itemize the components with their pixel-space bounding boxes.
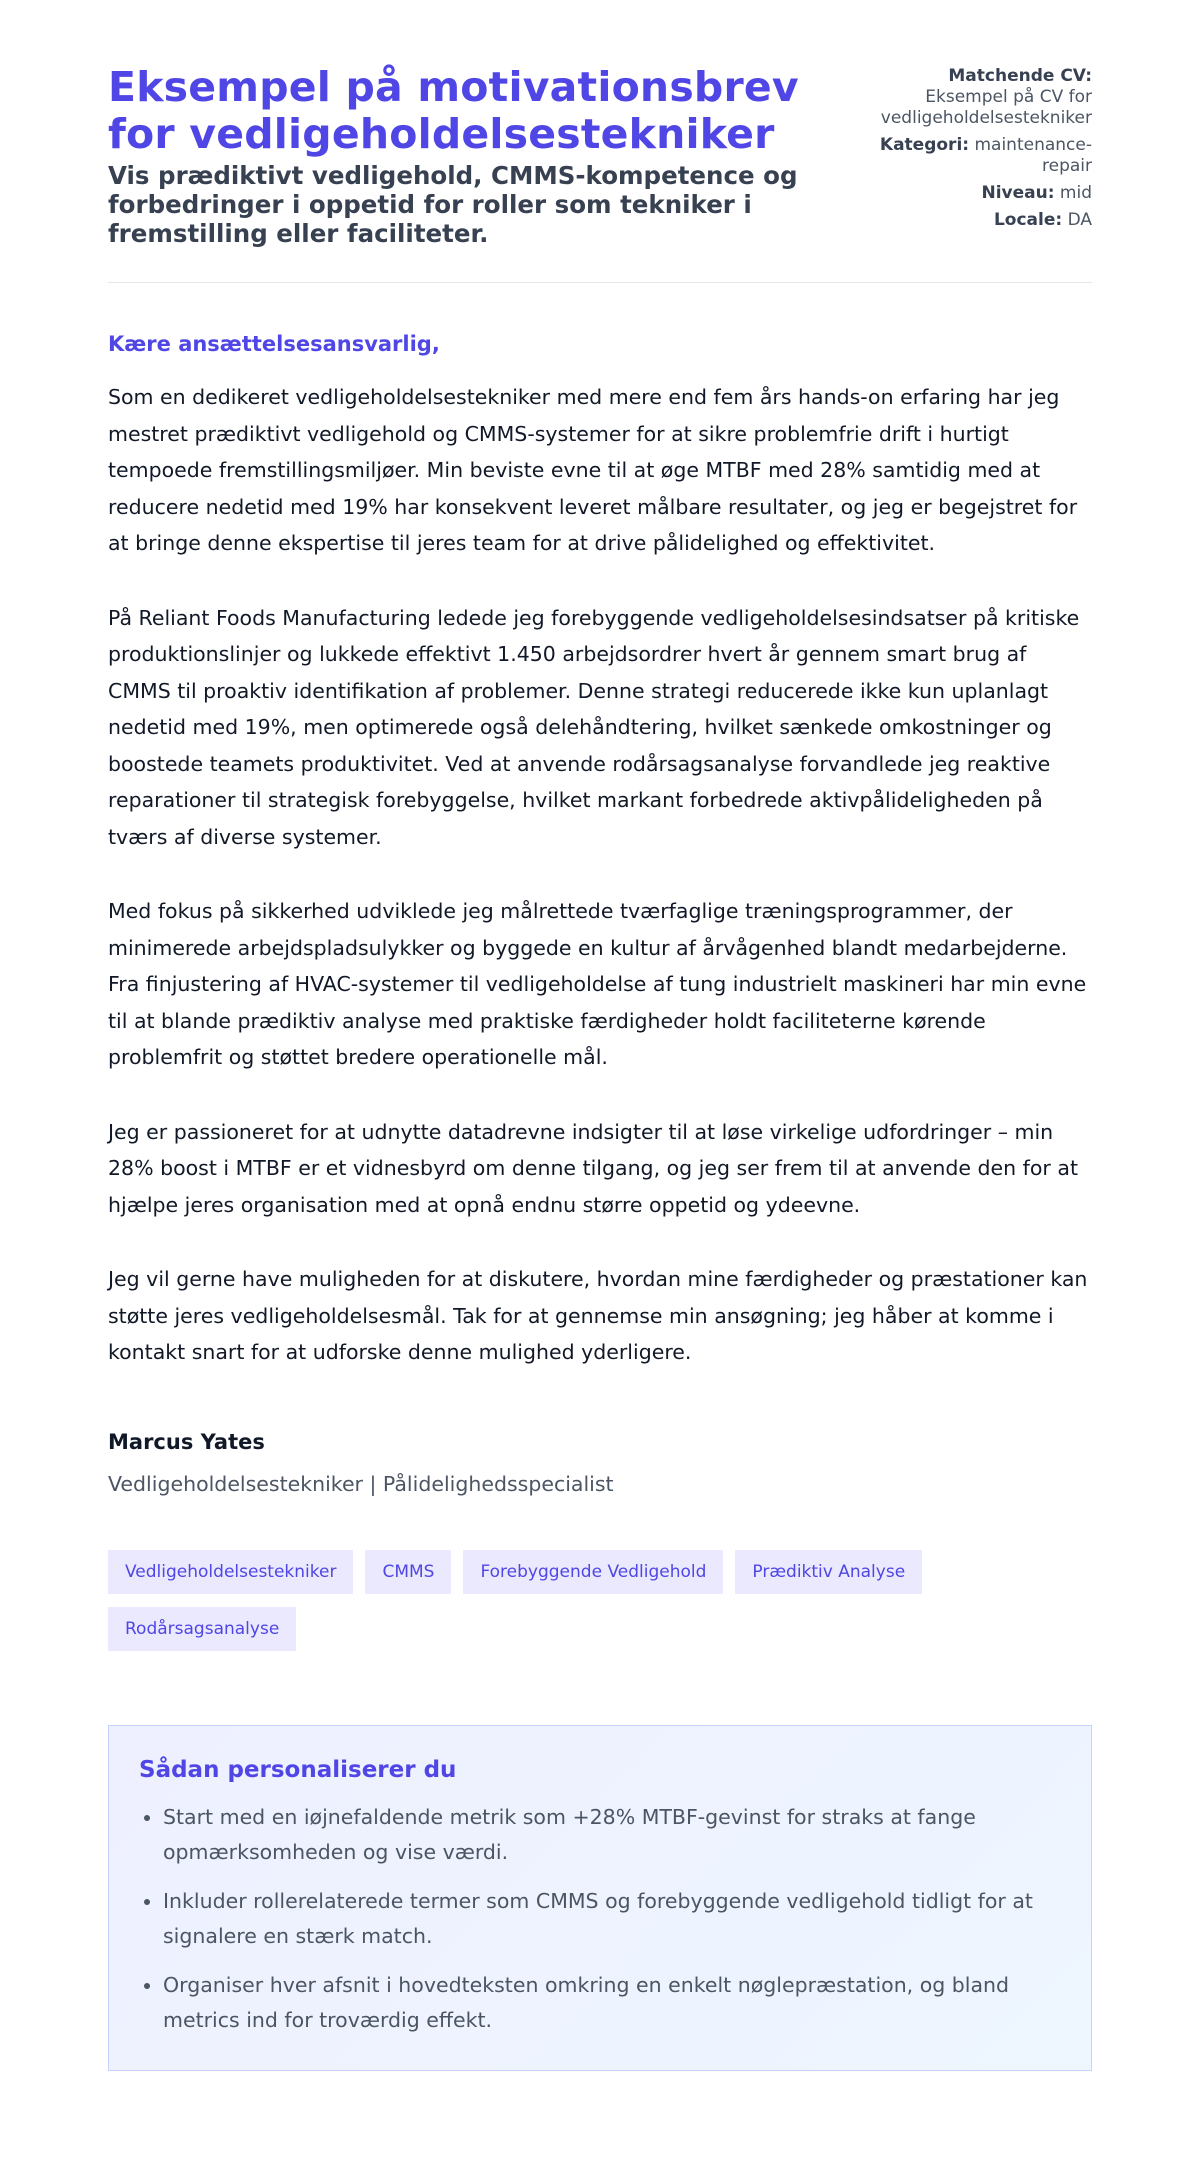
tip-item: • Inkluder rollerelaterede termer som CMMS og forebyggende vedligehold tidligt for at signalere en stærk match. bbox=[163, 1884, 1061, 1954]
meta-matching-cv bbox=[862, 66, 1092, 129]
meta-category bbox=[862, 135, 1092, 177]
tips-list bbox=[139, 1800, 1061, 2038]
meta-level-label: Niveau: bbox=[981, 183, 1055, 203]
tag[interactable]: Prædiktiv Analyse bbox=[735, 1550, 922, 1594]
signature-title: Vedligeholdelsestekniker | Pålidelighedsspecialist bbox=[108, 1471, 614, 1496]
meta-locale bbox=[862, 210, 1092, 231]
tips-title: Sådan personaliserer du bbox=[139, 1756, 457, 1783]
letter-body bbox=[108, 379, 1092, 1371]
meta-locale-label: Locale: bbox=[993, 210, 1063, 230]
signature-name: Marcus Yates bbox=[108, 1429, 265, 1454]
meta-matching-cv-value: Eksempel på CV for vedligeholdelsestekniker bbox=[880, 87, 1092, 128]
letter-paragraph: Jeg er passioneret for at udnytte datadrevne indsigter til at løse virkelige udfordringer – min 28% boost i MTBF er et vidnesbyrd om denne tilgang, og jeg ser frem til at anvende den for at hjælpe jeres organisation med at opnå endnu større oppetid og ydeevne. bbox=[108, 1119, 1078, 1217]
page-title: Eksempel på motivationsbrev for vedligeholdelsestekniker bbox=[108, 63, 799, 158]
letter-paragraph: Med fokus på sikkerhed udviklede jeg målrettede tværfaglige træningsprogrammer, der minimerede arbejdspladsulykker og byggede en kultur af årvågenhed blandt medarbejderne. Fra finjustering af HVAC-systemer til vedligeholdelse af tung industrielt maskineri har min evne til at blande prædiktiv analyse med praktiske færdigheder holdt faciliteterne kørende problemfrit og støttet bredere operationelle mål. bbox=[108, 899, 1087, 1069]
tip-item: • Start med en iøjnefaldende metrik som +28% MTBF-gevinst for straks at fange opmærksomheden og vise værdi. bbox=[163, 1800, 1061, 1870]
tag[interactable]: Rodårsagsanalyse bbox=[108, 1607, 296, 1651]
salutation: Kære ansættelsesansvarlig, bbox=[108, 332, 440, 356]
letter-paragraph: Som en dedikeret vedligeholdelsestekniker med mere end fem års hands-on erfaring har jeg mestret prædiktivt vedligehold og CMMS-systemer for at sikre problemfrie drift i hurtigt tempoede fremstillingsmiljøer. Min beviste evne til at øge MTBF med 28% samtidig med at reducere nedetid med 19% har konsekvent leveret målbare resultater, og jeg er begejstret for at bringe denne ekspertise til jeres team for at drive pålidelighed og effektivitet. bbox=[108, 385, 1078, 555]
tag[interactable]: Forebyggende Vedligehold bbox=[463, 1550, 723, 1594]
tag[interactable]: Vedligeholdelsestekniker bbox=[108, 1550, 353, 1594]
meta-level-value: mid bbox=[1059, 183, 1092, 203]
meta-category-label: Kategori: bbox=[879, 135, 970, 155]
meta-level bbox=[862, 183, 1092, 204]
personalization-tips-box bbox=[108, 1725, 1092, 2071]
letter-paragraph: Jeg vil gerne have muligheden for at diskutere, hvordan mine færdigheder og præstationer kan støtte jeres vedligeholdelsesmål. Tak for at gennemse min ansøgning; jeg håber at komme i kontakt snart for at udforske denne mulighed yderligere. bbox=[108, 1267, 1088, 1364]
signature-block bbox=[108, 1429, 1092, 1497]
meta-locale-value: DA bbox=[1067, 210, 1092, 230]
tag[interactable]: CMMS bbox=[365, 1550, 451, 1594]
tag-list bbox=[108, 1550, 1092, 1651]
meta-category-value: maintenance-repair bbox=[974, 135, 1092, 176]
page-header bbox=[108, 64, 1092, 283]
letter-paragraph: På Reliant Foods Manufacturing ledede jeg forebyggende vedligeholdelsesindsatser på kritiske produktionslinjer og lukkede effektivt 1.450 arbejdsordrer hvert år gennem smart brug af CMMS til proaktiv identifikation af problemer. Denne strategi reducerede ikke kun uplanlagt nedetid med 19%, men optimerede også delehåndtering, hvilket sænkede omkostninger og boostede teamets produktivitet. Ved at anvende rodårsagsanalyse forvandlede jeg reaktive reparationer til strategisk forebyggelse, hvilket markant forbedrede aktivpålideligheden på tværs af diverse systemer. bbox=[108, 605, 1080, 849]
meta-panel bbox=[862, 64, 1092, 237]
tip-item: • Organiser hver afsnit i hovedteksten omkring en enkelt nøglepræstation, og bland metrics ind for troværdig effekt. bbox=[163, 1968, 1061, 2038]
page-subtitle: Vis prædiktivt vedligehold, CMMS-kompetence og forbedringer i oppetid for roller som tekniker i fremstilling eller faciliteter. bbox=[108, 161, 798, 248]
title-block bbox=[108, 64, 858, 248]
meta-matching-cv-label: Matchende CV: bbox=[948, 66, 1092, 86]
